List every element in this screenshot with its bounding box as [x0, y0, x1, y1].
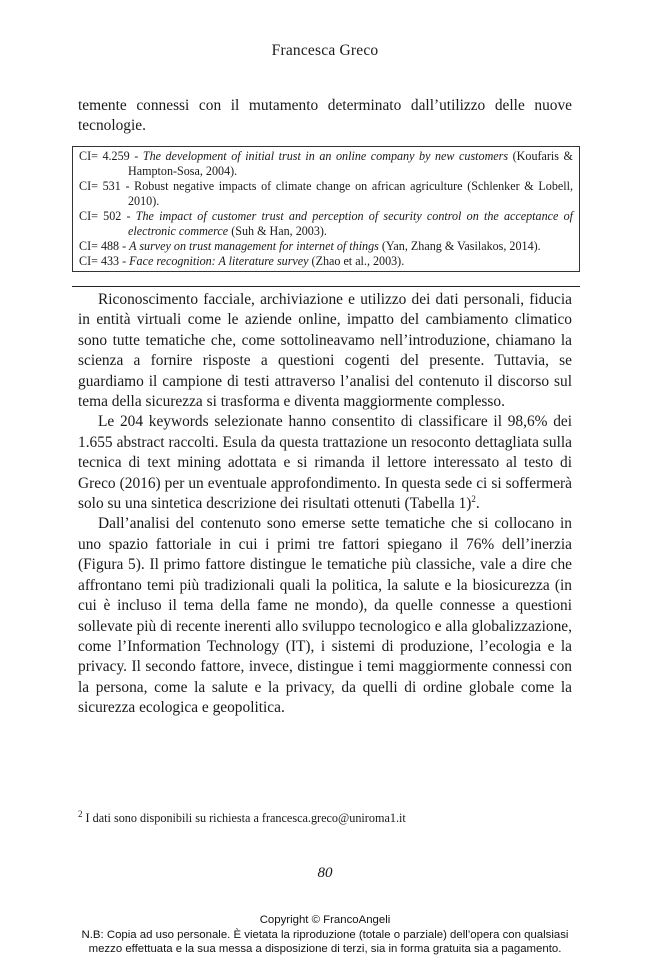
citation-item — [79, 209, 573, 239]
citation-index: CI= 433 - — [79, 254, 130, 268]
table-bottom-rule — [72, 286, 580, 287]
citation-index: CI= 488 - — [79, 239, 130, 253]
citation-ref: (Zhao et al., 2003). — [308, 254, 405, 268]
citation-title: The impact of customer trust and perception of security control on the acceptance of electronic commerce — [128, 209, 574, 238]
paragraph-2-end: . — [475, 495, 480, 513]
copyright-notice — [0, 913, 650, 957]
citation-title: The development of initial trust in an online company by new customers — [142, 149, 509, 163]
citation-index: CI= 4.259 - — [79, 149, 143, 163]
footnote-reference[interactable]: 2 — [471, 493, 476, 504]
citation-ref: (Suh & Han, 2003). — [228, 224, 327, 238]
citation-title: A survey on trust management for internet of things — [129, 239, 379, 253]
body-paragraph-3: Dall’analisi del contenuto sono emerse sette tematiche che si collocano in uno spazio fattoriale in cui i primi tre fattori spiegano il 76% dell’inerzia (Figura 5). Il primo fattore distingue le tematiche più classiche, vale a dire che affrontano temi più tradizionali quali la politica, la salute e la biosicurezza (in cui è incluso il tema della fame ne mondo), da quelle connesse a questioni sollevate più di recente inerenti allo sviluppo tecnologico e alla globalizzazione, come l’Information Technology (IT), i sistemi di produzione, l’ecologia e la privacy. Il secondo fattore, invece, distingue i temi maggiormente connessi con la persona, come la salute e la privacy, da quelli di ordine globale come la sicurezza ecologica e geopolitica. — [78, 515, 572, 717]
citation-ref: (Schlenker & Lobell, 2010). — [128, 179, 573, 208]
copyright-line: Copyright © FrancoAngeli — [259, 914, 391, 926]
paragraph-2-text: Le 204 keywords selezionate hanno consentito di classificare il 98,6% dei 1.655 abstract raccolti. Esula da questa trattazione un resoconto dettagliata sulla tecnica di text mining adottata e si rimanda il lettore interessato al testo di Greco (2016) per un eventuale approfondimento. In questa sede ci si soffermerà solo su una sintetica descrizione dei risultati ottenuti (Tabella 1) — [78, 413, 572, 513]
body-paragraph-1: Riconoscimento facciale, archiviazione e utilizzo dei dati personali, fiducia in entità virtuali come le aziende online, impatto del cambiamento climatico sono tutte tematiche che, come sottolineavamo nell’introduzione, chiamano la scienza a fornire risposte a questioni cogenti del presente. Tuttavia, se guardiamo il campione di testi attraverso l’analisi del contenuto il discorso sul tema della sicurezza si trasforma e diventa maggiormente complesso. — [78, 291, 572, 411]
citation-index: CI= 531 - — [79, 179, 135, 193]
citation-ref: (Yan, Zhang & Vasilakos, 2014). — [378, 239, 541, 253]
citation-item — [79, 254, 573, 269]
citation-item — [79, 149, 573, 179]
citation-box — [72, 146, 580, 272]
copyright-line: N.B: Copia ad uso personale. È vietata la riproduzione (totale o parziale) dell’opera con qualsiasi — [81, 928, 569, 941]
citation-item — [79, 179, 573, 209]
body-text — [78, 290, 572, 719]
running-header: Francesca Greco — [271, 42, 379, 59]
citation-item — [79, 239, 573, 254]
footnote-text: I dati sono disponibili su richiesta a francesca.greco@uniroma1.it — [82, 811, 406, 825]
page-number: 80 — [317, 865, 333, 881]
citation-title: Robust negative impacts of climate change on african agriculture — [134, 179, 463, 193]
citation-title: Face recognition: A literature survey — [129, 254, 309, 268]
body-paragraph-2 — [78, 412, 572, 514]
citation-index: CI= 502 - — [79, 209, 136, 223]
intro-paragraph: temente connessi con il mutamento determinato dall’utilizzo delle nuove tecnologie. — [78, 97, 572, 135]
copyright-line: mezzo effettuata e la sua messa a disposizione di terzi, sia in forma gratuita sia a pagamento. — [88, 943, 562, 955]
footnote-mark: 2 — [78, 808, 83, 819]
citation-ref: (Koufaris & Hampton-Sosa, 2004). — [128, 149, 573, 178]
footnote — [78, 808, 572, 826]
